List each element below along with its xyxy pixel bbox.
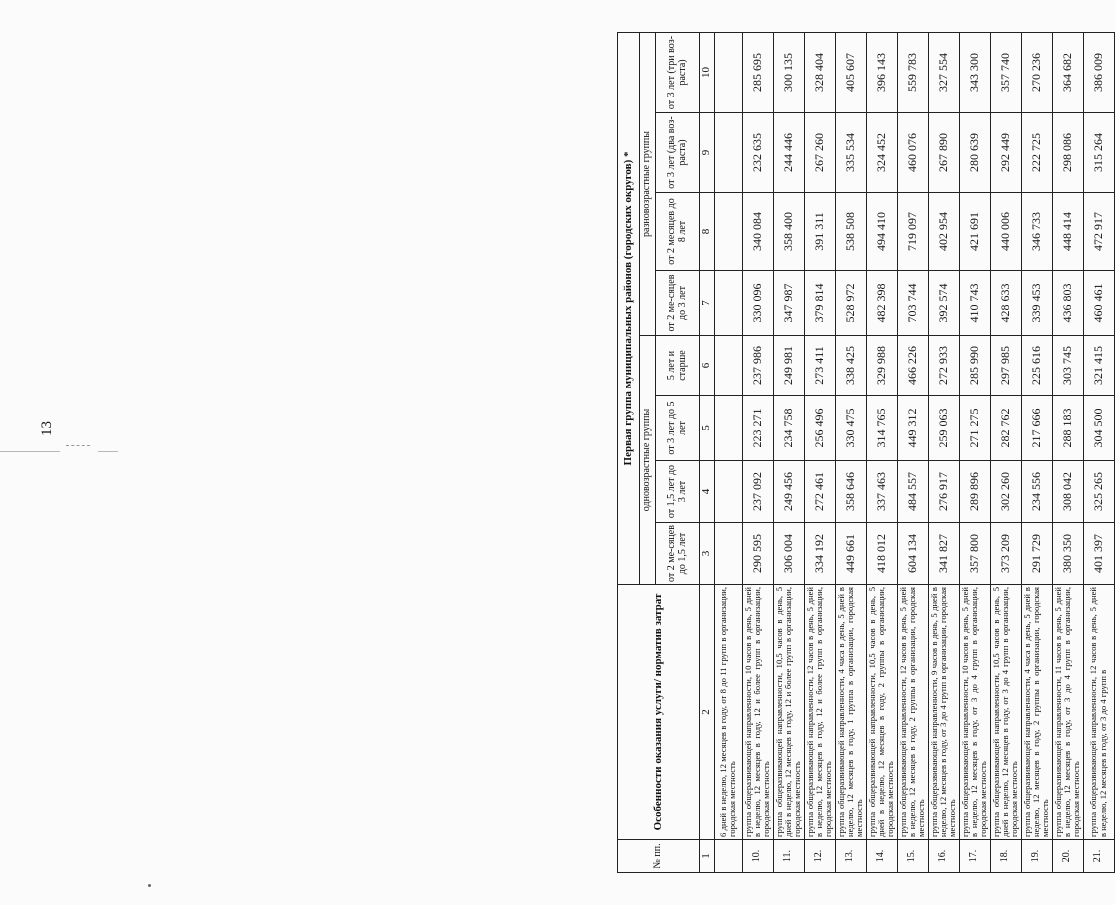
cost-value: 402 954 [928,193,959,271]
column-number-5: 5 [700,396,715,461]
cost-value: 256 496 [804,396,835,461]
row-number: 15. [897,840,928,873]
table-row [1021,32,1052,872]
cost-value: 282 762 [990,396,1021,461]
cost-value: 358 646 [835,461,866,523]
cost-value: 232 635 [742,113,773,193]
header-subcol-8: от 3 лет (три воз-раста) [656,32,700,112]
header-single-age: одновозрастные группы [640,336,656,585]
cost-value: 321 415 [1083,336,1114,396]
column-number-7: 7 [700,271,715,336]
cost-value: 327 554 [928,32,959,112]
table-row [866,32,897,872]
row-description: группа общеразвивающей направленности, 10,5 часов в день, 5 дней в неделю, 12 месяцев в году, от 3 до 4 групп в организации, городская местность [990,585,1021,840]
cost-value: 285 990 [959,336,990,396]
row-description: группа общеразвивающей направленности, 10,5 часов в день, 5 дней в неделю, 12 месяцев в году, 2 группы в организации, городская местность [866,585,897,840]
header-subcol-3: от 3 лет до 5 лет [656,396,700,461]
cost-value: 440 006 [990,193,1021,271]
cost-value: 338 425 [835,336,866,396]
cost-value: 272 933 [928,336,959,396]
scan-dot-mark [148,884,151,887]
cost-value: 335 534 [835,113,866,193]
column-number-8: 8 [700,193,715,271]
cost-value: 337 463 [866,461,897,523]
cost-value: 288 183 [1052,396,1083,461]
table-row [928,32,959,872]
row-description: группа общеразвивающей направленности, 4 часа в день, 5 дней в неделю, 12 месяцев в году, 2 группы в организации, городская местность [1021,585,1052,840]
row-description: группа общеразвивающей направленности, 12 часов в день, 5 дней в неделю, 12 месяцев в году, 2 группы в организации, городская местность [897,585,928,840]
table-row [804,32,835,872]
header-group-title: Первая группа муниципальных районов (городских округов) * [618,32,640,584]
cost-value: 334 192 [804,523,835,585]
cost-value: 234 758 [773,396,804,461]
column-number-10: 10 [700,32,715,112]
cost-value: 298 086 [1052,113,1083,193]
row-description: группа общеразвивающей направленности, 10 часов в день, 5 дней в неделю, 12 месяцев в году, от 3 до 4 групп в организации, городская местность [959,585,990,840]
column-number-2: 2 [700,585,715,840]
row-number: 10. [742,840,773,873]
row-description: группа общеразвивающей направленности, 12 часов в день, 5 дней в неделю, 12 месяцев в году, от 3 до 4 групп в [1083,585,1114,840]
table-row [990,32,1021,872]
cost-value: 291 729 [1021,523,1052,585]
row-number: 11. [773,840,804,873]
cost-value: 392 574 [928,271,959,336]
cost-norm-table [617,32,1115,873]
row-number: 18. [990,840,1021,873]
cost-value: 324 452 [866,113,897,193]
cost-value: 276 917 [928,461,959,523]
cost-value: 528 972 [835,271,866,336]
cost-value: 559 783 [897,32,928,112]
cost-value: 302 260 [990,461,1021,523]
cost-value: 270 236 [1021,32,1052,112]
cost-value: 460 461 [1083,271,1114,336]
cost-value: 223 271 [742,396,773,461]
cost-value: 449 661 [835,523,866,585]
cost-value: 289 896 [959,461,990,523]
rotated-table-sheet [617,33,1108,873]
cost-value: 325 265 [1083,461,1114,523]
cost-value: 428 633 [990,271,1021,336]
cost-value: 249 456 [773,461,804,523]
row-number: 13. [835,840,866,873]
cost-value: 272 461 [804,461,835,523]
row-number: 20. [1052,840,1083,873]
cost-value: 330 096 [742,271,773,336]
cost-value: 267 260 [804,113,835,193]
cost-value: 304 500 [1083,396,1114,461]
cost-value: 604 134 [897,523,928,585]
cost-value: 308 042 [1052,461,1083,523]
cost-value: 225 616 [1021,336,1052,396]
cost-value: 328 404 [804,32,835,112]
table-row [1083,32,1114,872]
cost-value: 346 733 [1021,193,1052,271]
cost-value: 237 986 [742,336,773,396]
table-row [773,32,804,872]
header-multi-age: разновозрастные группы [640,32,656,335]
cost-value: 380 350 [1052,523,1083,585]
row-number: 12. [804,840,835,873]
scan-edge-line [98,451,118,452]
cost-value: 401 397 [1083,523,1114,585]
header-subcol-4: 5 лет и старше [656,336,700,396]
column-number-4: 4 [700,461,715,523]
cost-value: 386 009 [1083,32,1114,112]
table-row [835,32,866,872]
cost-value: 460 076 [897,113,928,193]
row-description: группа общеразвивающей направленности, 12 часов в день, 5 дней в неделю, 12 месяцев в году, 12 и более групп в организации, городская местность [804,585,835,840]
cost-value: 357 800 [959,523,990,585]
cost-value: 373 209 [990,523,1021,585]
cost-value: 280 639 [959,113,990,193]
cost-value: 357 740 [990,32,1021,112]
row-number: 19. [1021,840,1052,873]
scan-edge-line [0,451,60,452]
cost-value: 292 449 [990,113,1021,193]
cost-value: 285 695 [742,32,773,112]
cost-value: 271 275 [959,396,990,461]
table-row [959,32,990,872]
cost-value: 358 400 [773,193,804,271]
header-subcol-2: от 1,5 лет до 3 лет [656,461,700,523]
cost-value: 719 097 [897,193,928,271]
cost-value: 234 556 [1021,461,1052,523]
cost-value: 222 725 [1021,113,1052,193]
cost-value: 273 411 [804,336,835,396]
table-row [897,32,928,872]
cost-value: 259 063 [928,396,959,461]
cost-value: 290 595 [742,523,773,585]
column-number-9: 9 [700,113,715,193]
header-subcol-6: от 2 месяцев до 8 лет [656,193,700,271]
table-row [742,32,773,872]
row-description: группа общеразвивающей направленности, 10,5 часов в день, 5 дней в неделю, 12 месяцев в году, 12 и более групп в организации, городская местность [773,585,804,840]
header-col-no: № пп. [618,840,700,873]
cost-value: 315 264 [1083,113,1114,193]
cost-value: 244 446 [773,113,804,193]
cost-value: 237 092 [742,461,773,523]
cost-value: 472 917 [1083,193,1114,271]
scan-dash-mark [66,445,90,446]
cost-value: 217 666 [1021,396,1052,461]
cost-value: 418 012 [866,523,897,585]
cost-value: 329 988 [866,336,897,396]
cost-value: 340 084 [742,193,773,271]
header-subcol-1: от 2 ме-сяцев до 1,5 лет [656,523,700,585]
cost-value: 391 311 [804,193,835,271]
cost-value: 538 508 [835,193,866,271]
table-row [1052,32,1083,872]
cost-value: 703 744 [897,271,928,336]
cost-value: 448 414 [1052,193,1083,271]
cost-value: 436 803 [1052,271,1083,336]
cost-value: 297 985 [990,336,1021,396]
header-subcol-5: от 2 ме-сяцев до 3 лет [656,271,700,336]
continuation-text: 6 дней в неделю, 12 месяцев в году, от 8 до 11 групп в организации, городская местность [714,585,742,840]
cost-value: 303 745 [1052,336,1083,396]
row-number: 21. [1083,840,1114,873]
cost-value: 347 987 [773,271,804,336]
cost-value: 364 682 [1052,32,1083,112]
cost-value: 306 004 [773,523,804,585]
cost-value: 314 765 [866,396,897,461]
row-number: 16. [928,840,959,873]
row-number: 17. [959,840,990,873]
cost-value: 494 410 [866,193,897,271]
cost-value: 330 475 [835,396,866,461]
cost-value: 341 827 [928,523,959,585]
row-description: группа общеразвивающей направленности, 9 часов в день, 5 дней в неделю, 12 месяцев в году, от 3 до 4 групп в организации, городская местность [928,585,959,840]
page-number: 13 [39,421,55,436]
cost-value: 343 300 [959,32,990,112]
cost-value: 410 743 [959,271,990,336]
cost-value: 421 691 [959,193,990,271]
cost-value: 267 890 [928,113,959,193]
cost-value: 379 814 [804,271,835,336]
row-description: группа общеразвивающей направленности, 4 часа в день, 5 дней в неделю, 12 месяцев в году, 1 группа в организации, городская местность [835,585,866,840]
header-subcol-7: от 3 лет (два воз-раста) [656,113,700,193]
column-number-3: 3 [700,523,715,585]
cost-value: 405 607 [835,32,866,112]
cost-value: 449 312 [897,396,928,461]
row-number: 14. [866,840,897,873]
cost-value: 339 453 [1021,271,1052,336]
row-description: группа общеразвивающей направленности, 10 часов в день, 5 дней в неделю, 12 месяцев в году, 12 и более групп в организации, городская местность [742,585,773,840]
cost-value: 249 981 [773,336,804,396]
header-col-desc: Особенности оказания услуги/ норматив затрат [618,585,700,840]
cost-value: 484 557 [897,461,928,523]
cost-value: 300 135 [773,32,804,112]
cost-value: 482 398 [866,271,897,336]
continuation-row-index [714,840,742,873]
cost-value: 396 143 [866,32,897,112]
column-number-1: 1 [700,840,715,873]
cost-value: 466 226 [897,336,928,396]
column-number-6: 6 [700,336,715,396]
row-description: группа общеразвивающей направленности, 11 часов в день, 5 дней в неделю, 12 месяцев в году, от 3 до 4 групп в организации, городская местность [1052,585,1083,840]
